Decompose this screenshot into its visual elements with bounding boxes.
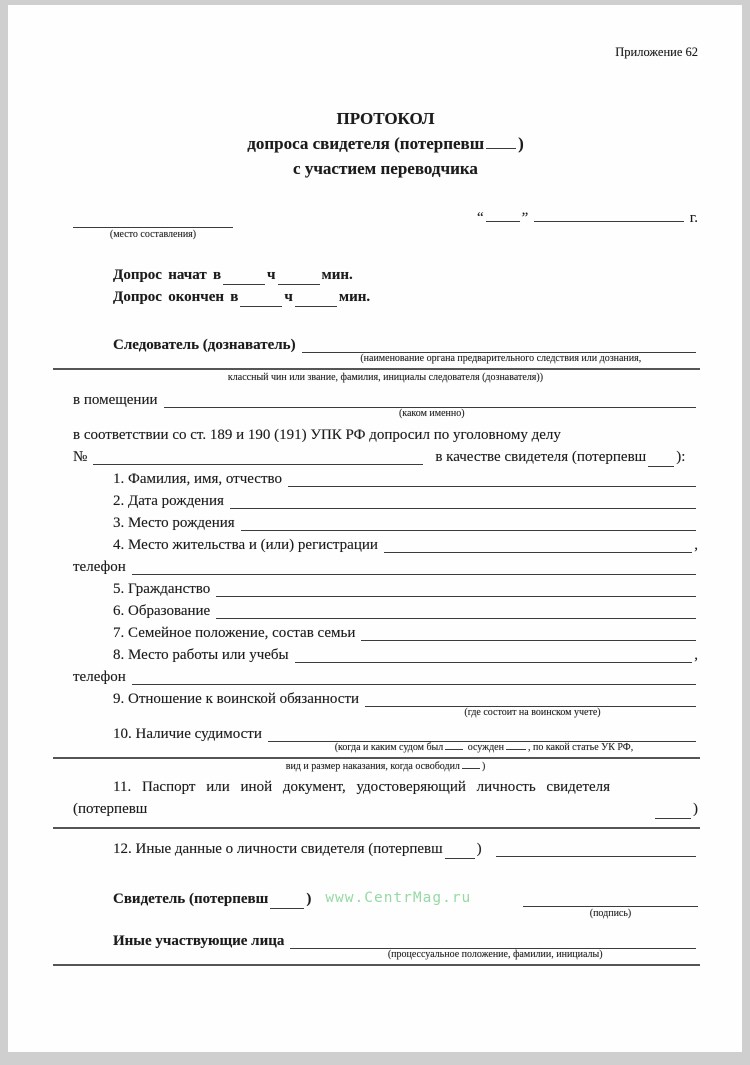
- minutes-label: мин.: [321, 267, 353, 283]
- field-row-9: [73, 687, 698, 718]
- witness-blank: [270, 896, 304, 909]
- field-3-label: 3. Место рождения: [113, 515, 235, 531]
- signature-blank-field: [523, 890, 698, 919]
- witness-signature-row: [73, 887, 698, 919]
- field-4-blank: [384, 538, 692, 553]
- document-subtitle-2: с участием переводчика: [293, 159, 478, 178]
- field-1-blank: [288, 472, 696, 487]
- premises-row: [73, 388, 698, 419]
- statute-text: в соответствии со ст. 189 и 190 (191) УПК РФ допросил по уголовному делу: [73, 427, 561, 443]
- caption-text: ): [481, 761, 486, 772]
- caption-text: , по какой статье УК РФ,: [527, 742, 634, 753]
- field-10-label: 10. Наличие судимости: [113, 726, 262, 742]
- field-10-caption-1: [274, 741, 694, 754]
- field-row-8-phone: [73, 665, 698, 687]
- blank-field: [486, 136, 516, 149]
- field-5-blank: [216, 582, 696, 597]
- phone-blank: [132, 560, 696, 575]
- other-participants-caption: (процессуальное положение, фамилии, инициалы): [387, 949, 603, 960]
- ended-hour-blank: [240, 294, 282, 307]
- place-of-drafting: [73, 209, 283, 240]
- field-4-label: 4. Место жительства и (или) регистрации: [113, 537, 378, 553]
- field-9-label: 9. Отношение к воинской обязанности: [113, 691, 360, 707]
- field-9-blank: [365, 692, 696, 718]
- interrogation-started-row: [73, 263, 698, 285]
- field-12-small-blank: [445, 846, 475, 859]
- comma: ,: [694, 647, 698, 663]
- capacity-label: в качестве свидетеля (потерпевш: [435, 449, 647, 465]
- field-row-10: [73, 722, 698, 753]
- continuation-rule: [53, 368, 700, 370]
- field-11-line-2: [73, 797, 698, 819]
- field-12-blank: [496, 842, 696, 857]
- field-row-3: [73, 511, 698, 533]
- phone-label: телефон: [73, 559, 126, 575]
- document-page: [8, 5, 742, 1052]
- subtitle-text: ): [518, 134, 524, 153]
- ended-minute-blank: [295, 294, 337, 307]
- field-2-blank: [230, 494, 696, 509]
- caption-text: осужден: [467, 742, 504, 753]
- bottom-rule: [53, 964, 700, 966]
- document-title-block: [73, 106, 698, 181]
- investigator-row: [73, 333, 698, 364]
- place-date-row: [73, 209, 698, 240]
- case-number-row: [73, 445, 698, 467]
- premises-blank-field: [164, 393, 696, 419]
- quote-open: “: [476, 210, 484, 226]
- comma: ,: [694, 537, 698, 553]
- subtitle-text: допроса свидетеля (потерпевш: [247, 134, 485, 153]
- small-blank: [462, 761, 480, 769]
- document-subtitle-1: [73, 131, 698, 156]
- field-12-label: 12. Иные данные о личности свидетеля (потерпевш: [113, 841, 443, 857]
- hours-label: ч: [267, 267, 276, 283]
- capacity-label-end: ):: [676, 449, 686, 465]
- capacity-blank-field: [648, 454, 674, 467]
- investigator-caption-1: (наименование органа предварительного следствия или дознания,: [360, 353, 642, 364]
- ended-label: Допрос окончен в: [113, 289, 239, 305]
- field-row-1: [73, 467, 698, 489]
- field-11-close: ): [693, 801, 698, 817]
- continuation-rule: [53, 757, 700, 759]
- premises-label: в помещении: [73, 392, 158, 408]
- field-10-caption-2: [73, 760, 698, 773]
- premises-caption: (каком именно): [398, 408, 465, 419]
- section-rule: [53, 827, 700, 829]
- statute-row: [73, 423, 698, 445]
- phone-blank: [132, 670, 696, 685]
- quote-close: ”: [521, 210, 529, 226]
- caption-text: (когда и каким судом был: [334, 742, 444, 753]
- interrogation-ended-row: [73, 285, 698, 307]
- field-row-4-phone: [73, 555, 698, 577]
- field-2-label: 2. Дата рождения: [113, 493, 224, 509]
- field-8-label: 8. Место работы или учебы: [113, 647, 289, 663]
- investigator-caption-2: классный чин или звание, фамилия, инициалы следователя (дознавателя)): [227, 372, 544, 383]
- field-11-open: (потерпевш: [73, 801, 148, 817]
- field-row-5: [73, 577, 698, 599]
- field-7-label: 7. Семейное положение, состав семьи: [113, 625, 356, 641]
- document-title: ПРОТОКОЛ: [336, 109, 435, 128]
- other-participants-row: [73, 929, 698, 960]
- field-11-line-1: 11. Паспорт или иной документ, удостоверяющий личность свидетеля: [113, 779, 611, 795]
- place-blank-field: [73, 209, 233, 228]
- field-6-label: 6. Образование: [113, 603, 211, 619]
- other-participants-blank: [290, 934, 696, 960]
- case-number-label: №: [73, 449, 88, 465]
- investigator-blank-field: [302, 338, 696, 364]
- caption-text: вид и размер наказания, когда освободил: [285, 761, 460, 772]
- appendix-label: Приложение 62: [615, 45, 698, 59]
- other-participants-label: Иные участвующие лица: [113, 933, 285, 949]
- case-number-blank-field: [93, 450, 423, 465]
- field-row-8: [73, 643, 698, 665]
- watermark: www.CentrMag.ru: [325, 890, 472, 906]
- field-row-6: [73, 599, 698, 621]
- hours-label: ч: [284, 289, 293, 305]
- witness-label-end: ): [306, 891, 312, 907]
- field-row-12: [73, 837, 698, 859]
- investigator-label: Следователь (дознаватель): [113, 337, 296, 353]
- field-11-blank: [655, 806, 691, 819]
- small-blank: [445, 742, 463, 750]
- field-9-caption: (где состоит на воинском учете): [464, 707, 601, 718]
- field-row-7: [73, 621, 698, 643]
- field-12-label-end: ): [476, 841, 482, 857]
- field-10-blank: [268, 727, 696, 753]
- place-caption: (место составления): [109, 229, 197, 240]
- month-year-blank-field: [534, 209, 684, 222]
- small-blank: [506, 742, 526, 750]
- witness-label: Свидетель (потерпевш: [113, 891, 269, 907]
- signature-caption: (подпись): [589, 908, 632, 919]
- field-1-label: 1. Фамилия, имя, отчество: [113, 471, 282, 487]
- minutes-label: мин.: [338, 289, 371, 305]
- field-5-label: 5. Гражданство: [113, 581, 211, 597]
- field-7-blank: [361, 626, 696, 641]
- day-blank-field: [486, 209, 520, 222]
- field-8-blank: [295, 648, 693, 663]
- field-row-4: [73, 533, 698, 555]
- date-field: [477, 209, 698, 229]
- field-3-blank: [241, 516, 696, 531]
- field-6-blank: [216, 604, 696, 619]
- phone-label: телефон: [73, 669, 126, 685]
- started-label: Допрос начат в: [113, 267, 222, 283]
- started-minute-blank: [278, 272, 320, 285]
- field-row-2: [73, 489, 698, 511]
- year-suffix: г.: [689, 210, 698, 226]
- started-hour-blank: [223, 272, 265, 285]
